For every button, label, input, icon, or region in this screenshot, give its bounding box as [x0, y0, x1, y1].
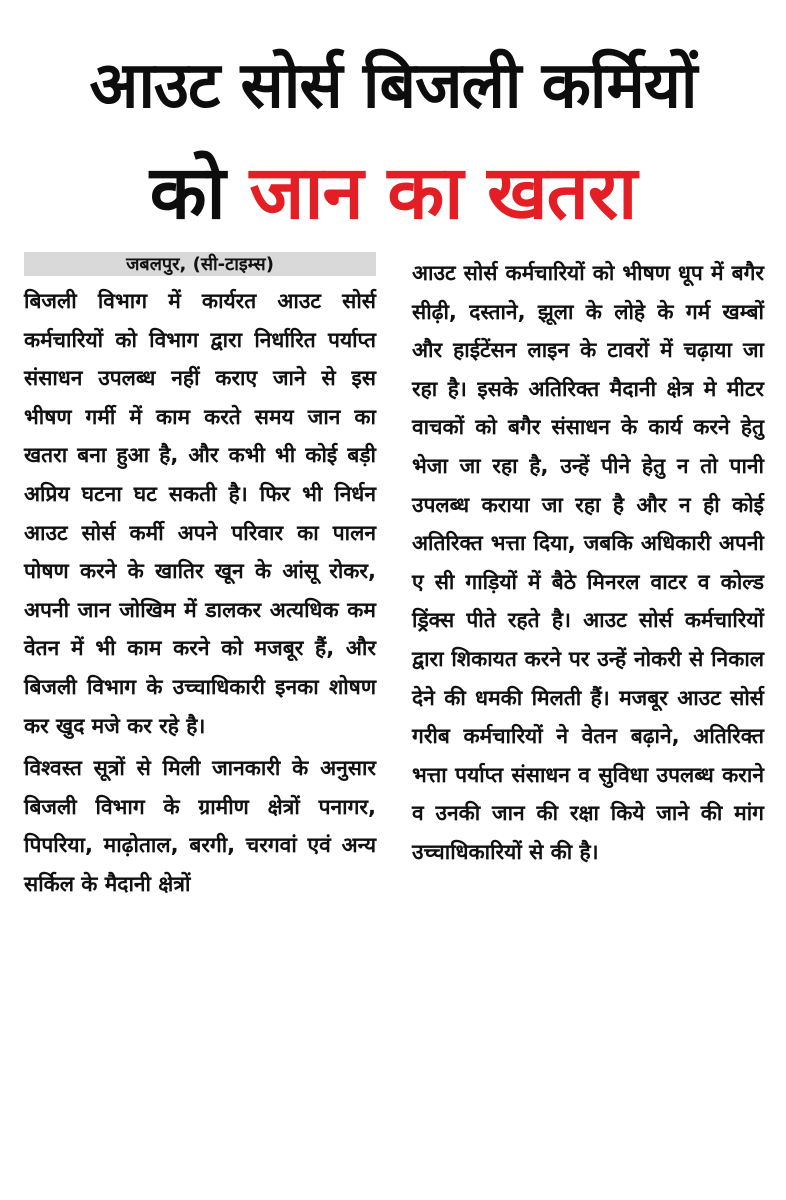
dateline: जबलपुर, (सी-टाइम्स): [24, 252, 376, 276]
article-column-left: [24, 252, 376, 908]
headline-line-2-red: जान का खतरा: [249, 150, 637, 236]
headline-line-1: आउट सोर्स बिजली कर्मियों: [89, 49, 697, 123]
headline-line-2-black: को: [149, 150, 225, 236]
article-column-right: [412, 252, 764, 876]
article-paragraph-1: बिजली विभाग में कार्यरत आउट सोर्स कर्मचारियों को विभाग द्वारा निर्धारित पर्याप्त संसाधन उपलब्ध नहीं कराए जाने से इस भीषण गर्मी में काम करते समय जान का खतरा बना हुआ है, और कभी भी कोई बड़ी अप्रिय घटना घट सकती है। फिर भी निर्धन आउट सोर्स कर्मी अपने परिवार का पालन पोषण करने के खातिर खून के आंसू रोकर, अपनी जान जोखिम में डालकर अत्यधिक कम वेतन में भी काम करने को मजबूर हैं, और बिजली विभाग के उच्चाधिकारी इनका शोषण कर खुद मजे कर रहे है।: [24, 289, 376, 738]
article-paragraph-2: विश्वस्त सूत्रों से मिली जानकारी के अनुसार बिजली विभाग के ग्रामीण क्षेत्रों पनागर, पिपरिया, माढ़ोताल, बरगी, चरगवां एवं अन्य सर्किल के मैदानी क्षेत्रों: [24, 756, 376, 896]
headline-line-2: [0, 138, 786, 248]
article-paragraph-3: आउट सोर्स कर्मचारियों को भीषण धूप में बगैर सीढ़ी, दस्ताने, झूला के लोहे के गर्म खम्बों और हाईटेंसन लाइन के टावरों में चढ़ाया जा रहा है। इसके अतिरिक्त मैदानी क्षेत्र मे मीटर वाचकों को बगैर संसाधन के कार्य करने हेतु भेजा जा रहा है, उन्हें पीने हेतु न तो पानी उपलब्ध कराया जा रहा है और न ही कोई अतिरिक्त भत्ता दिया, जबकि अधिकारी अपनी ए सी गाड़ियों में बैठे मिनरल वाटर व कोल्ड ड्रिंक्स पीते रहते है। आउट सोर्स कर्मचारियों द्वारा शिकायत करने पर उन्हें नोकरी से निकाल देने की धमकी मिलती हैं। मजबूर आउट सोर्स गरीब कर्मचारियों ने वेतन बढ़ाने, अतिरिक्त भत्ता पर्याप्त संसाधन व सुविधा उपलब्ध कराने व उनकी जान की रक्षा किये जाने की मांग उच्चाधिकारियों से की है।: [412, 261, 764, 864]
